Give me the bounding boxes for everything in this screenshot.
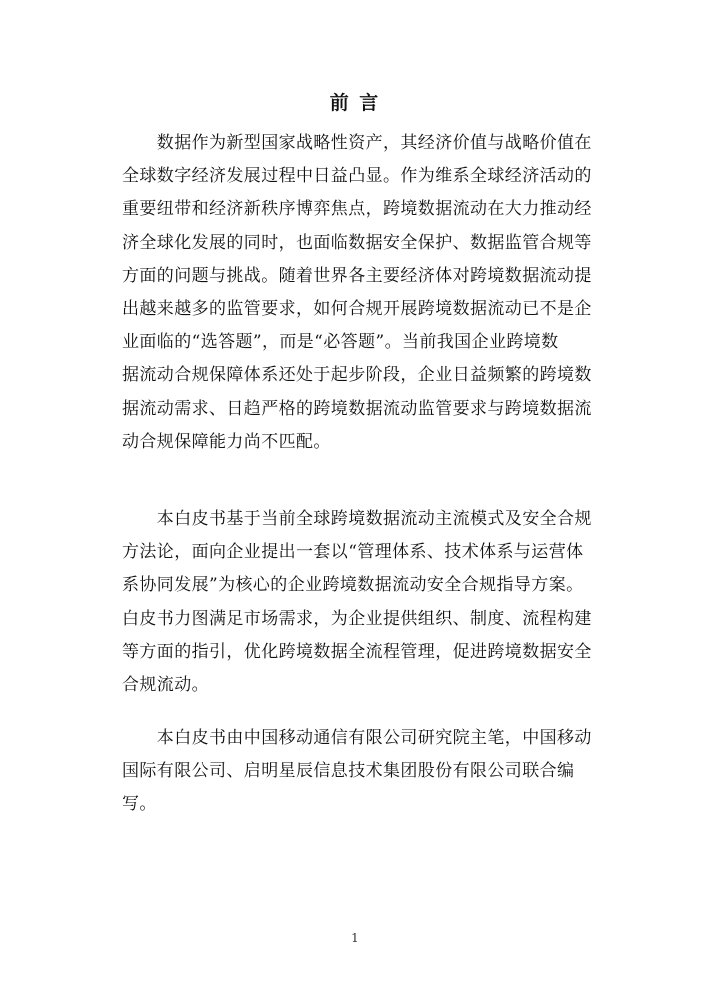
- page-title: 前 言: [329, 92, 381, 114]
- paragraph-line: 合规流动。: [122, 674, 209, 695]
- page-number: 1: [351, 931, 359, 945]
- paragraph-line: 国际有限公司、启明星辰信息技术集团股份有限公司联合编: [122, 761, 575, 782]
- paragraph-3: [122, 722, 592, 822]
- paragraph-line: 白皮书力图满足市场需求，为企业提供组织、制度、流程构建: [122, 608, 592, 629]
- paragraph-line: 方面的问题与挑战。随着世界各主要经济体对跨境数据流动提: [122, 265, 592, 286]
- paragraph-line: 济全球化发展的同时，也面临数据安全保护、数据监管合规等: [122, 232, 592, 253]
- paragraph-line: 系协同发展”为核心的企业跨境数据流动安全合规指导方案。: [122, 575, 584, 596]
- paragraph-line: 重要纽带和经济新秩序博弈焦点，跨境数据流动在大力推动经: [122, 199, 592, 220]
- paragraph-line: 据流动需求、日趋严格的跨境数据流动监管要求与跨境数据流: [122, 398, 592, 419]
- paragraph-2: [122, 503, 592, 702]
- paragraph-line: 写。: [122, 794, 157, 815]
- paragraph-line: 动合规保障能力尚不匹配。: [122, 431, 331, 452]
- paragraph-line: 等方面的指引，优化跨境数据全流程管理，促进跨境数据安全: [122, 641, 592, 662]
- paragraph-line: 本白皮书基于当前全球跨境数据流动主流模式及安全合规: [122, 509, 592, 529]
- paragraph-line: 全球数字经济发展过程中日益凸显。作为维系全球经济活动的: [122, 166, 592, 187]
- paragraph-line: 数据作为新型国家战略性资产，其经济价值与战略价值在: [122, 133, 592, 153]
- paragraph-line: 据流动合规保障体系还处于起步阶段，企业日益频繁的跨境数: [122, 365, 592, 386]
- paragraph-line: 出越来越多的监管要求，如何合规开展跨境数据流动已不是企: [122, 298, 592, 319]
- paragraph-line: 本白皮书由中国移动通信有限公司研究院主笔，中国移动: [122, 728, 592, 748]
- paragraph-line: 业面临的“选答题”，而是“必答题”。当前我国企业跨境数: [122, 332, 559, 353]
- paragraph-line: 方法论，面向企业提出一套以“管理体系、技术体系与运营体: [122, 542, 584, 563]
- paragraph-1: [122, 127, 592, 459]
